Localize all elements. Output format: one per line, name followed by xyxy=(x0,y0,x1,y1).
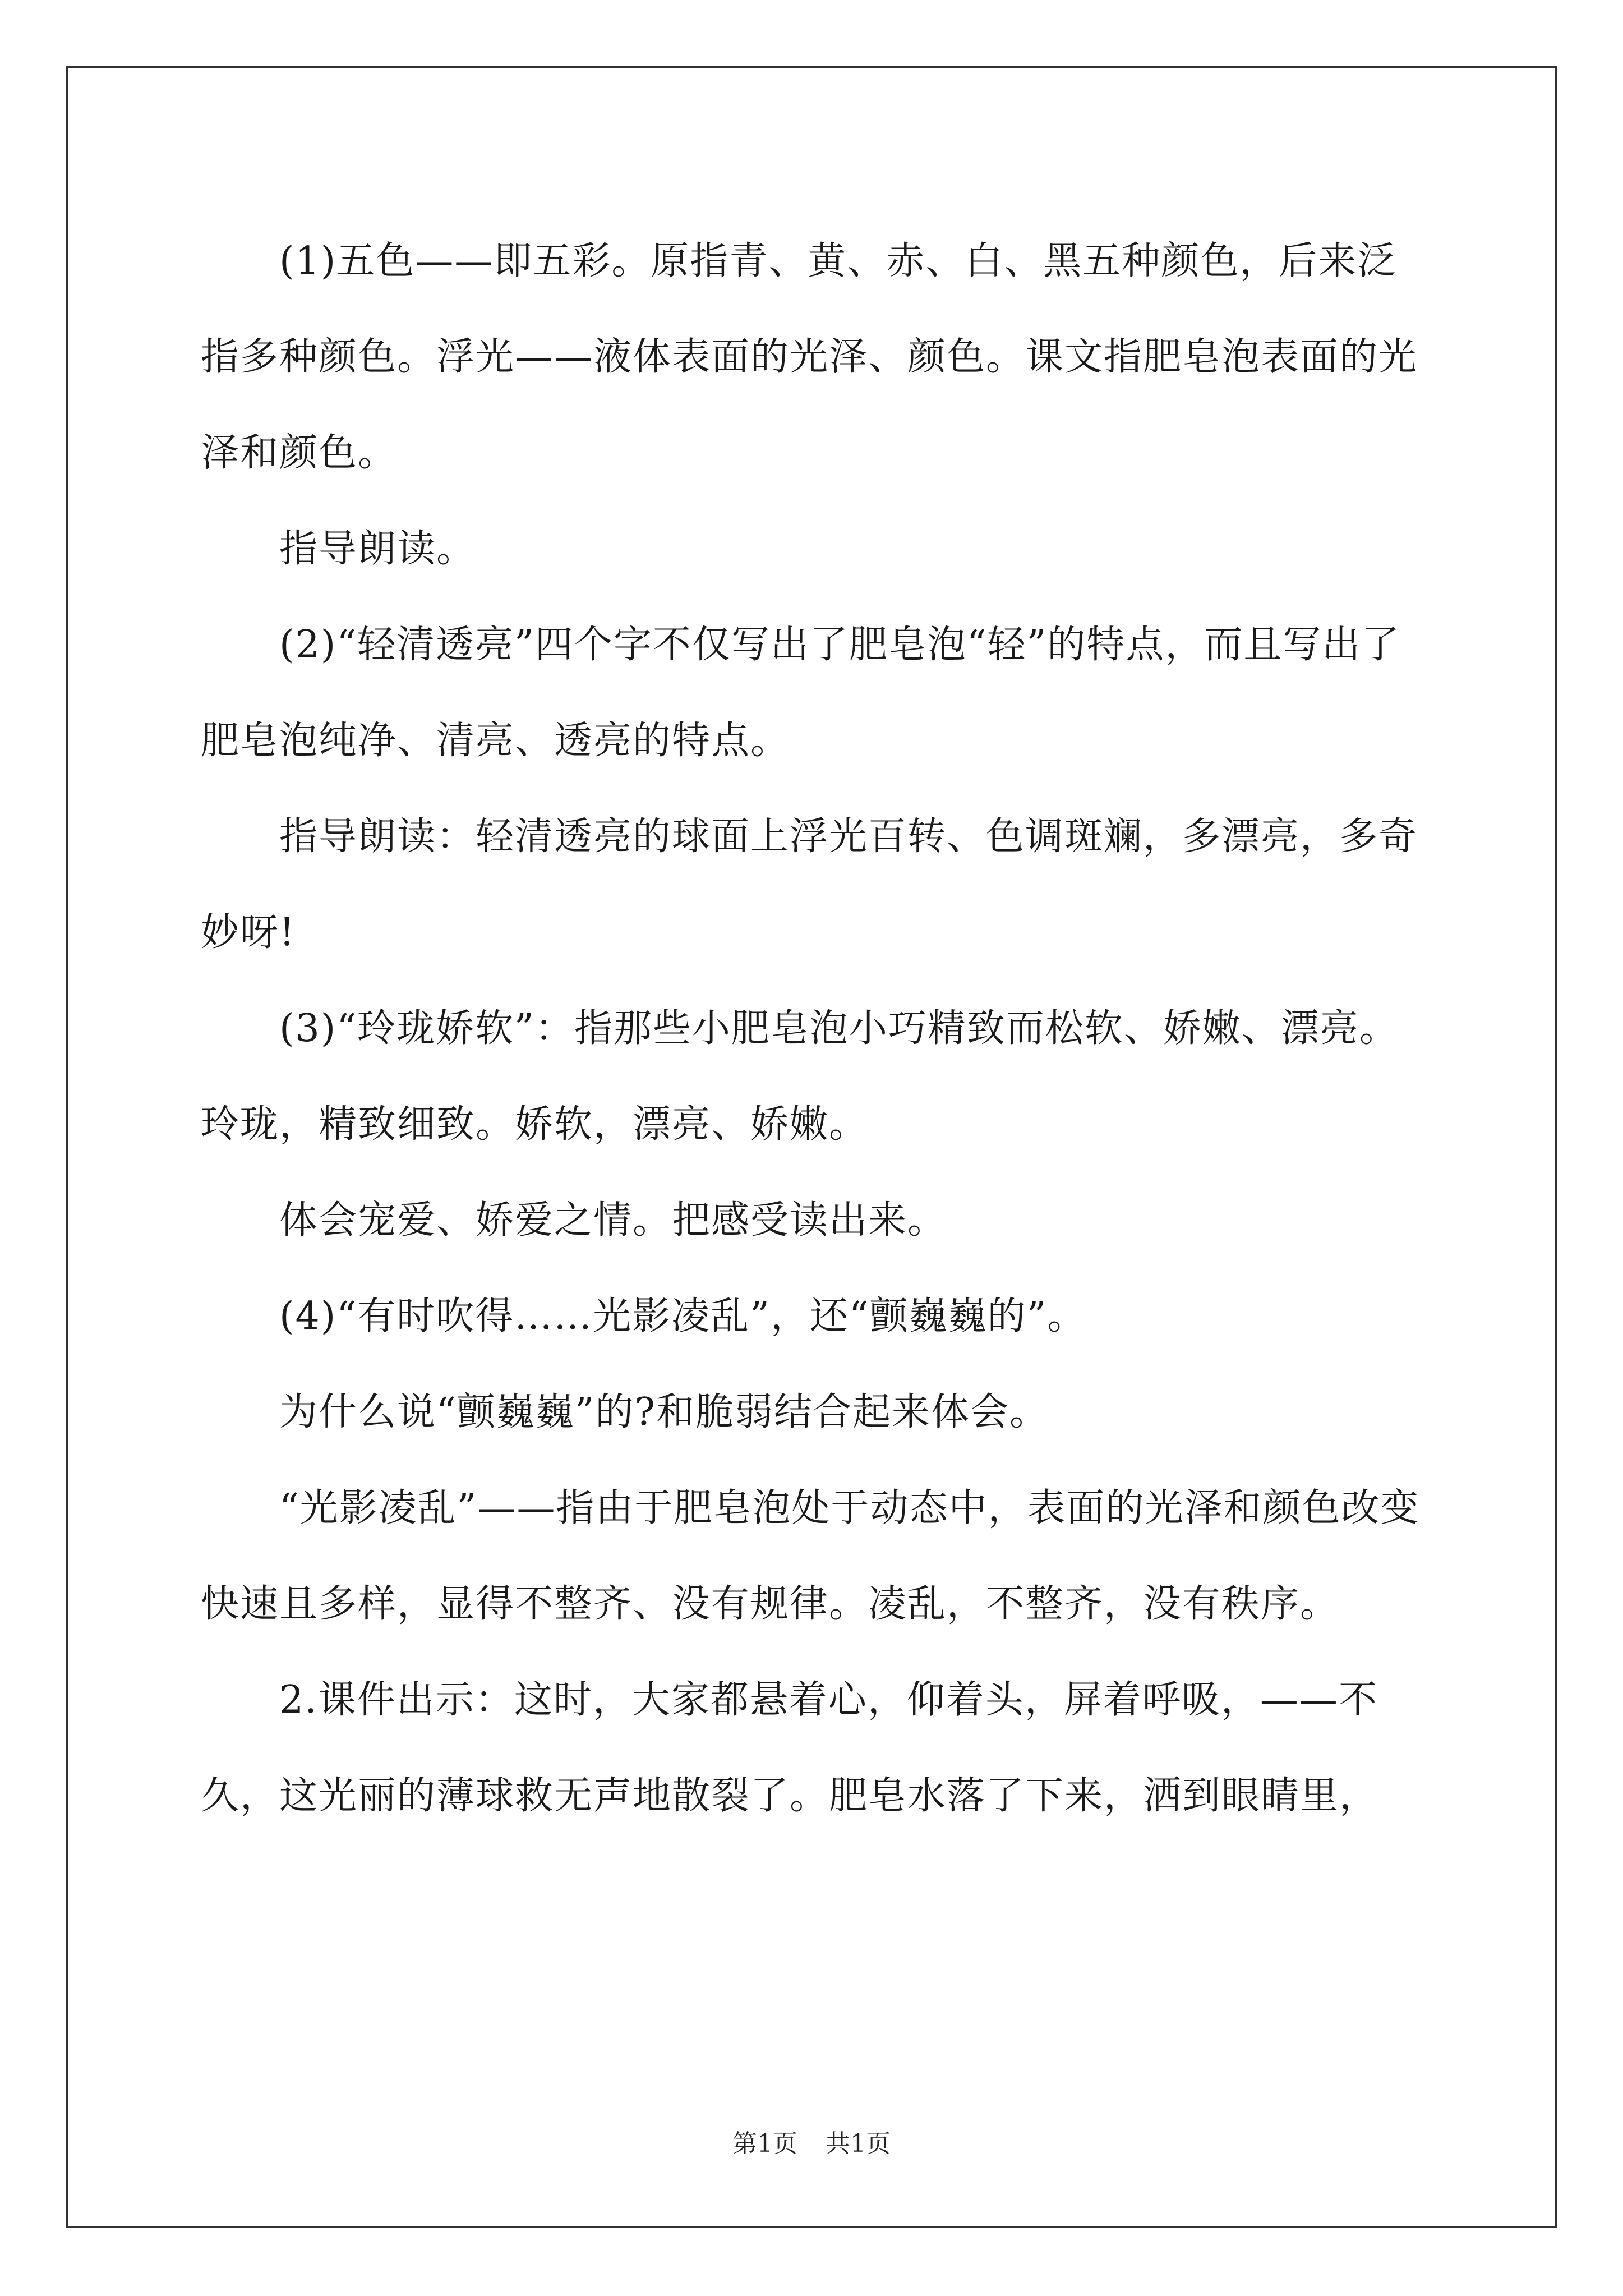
paragraph: 指导朗读：轻清透亮的球面上浮光百转、色调斑斓，多漂亮，多奇妙呀! xyxy=(201,815,1418,955)
page-total: 共1页 xyxy=(826,2129,891,2158)
paragraph: “光影凌乱”——指由于肥皂泡处于动态中，表面的光泽和颜色改变快速且多样，显得不整齐、没有规律。凌乱，不整齐，没有秩序。 xyxy=(201,1486,1420,1626)
paragraph: 为什么说“颤巍巍”的?和脆弱结合起来体会。 xyxy=(279,1390,1049,1434)
paragraph: 2.课件出示：这时，大家都悬着心，仰着头，屏着呼吸，——不久，这光丽的薄球救无声地散裂了。肥皂水落了下来，洒到眼睛里， xyxy=(201,1678,1379,1818)
paragraph: (1)五色——即五彩。原指青、黄、赤、白、黑五种颜色，后来泛指多种颜色。浮光——液体表面的光泽、颜色。课文指肥皂泡表面的光泽和颜色。 xyxy=(201,239,1418,475)
paragraph: (2)“轻清透亮”四个字不仅写出了肥皂泡“轻”的特点，而且写出了肥皂泡纯净、清亮、透亮的特点。 xyxy=(201,623,1401,763)
page-number: 第1页 xyxy=(732,2129,797,2158)
page-footer xyxy=(0,2127,1623,2161)
paragraph: (4)“有时吹得……光影凌乱”，还“颤巍巍的”。 xyxy=(279,1294,1087,1338)
paragraph: 指导朗读。 xyxy=(279,527,476,571)
paragraph: 体会宠爱、娇爱之情。把感受读出来。 xyxy=(279,1198,947,1243)
paragraph: (3)“玲珑娇软”：指那些小肥皂泡小巧精致而松软、娇嫩、漂亮。玲珑，精致细致。娇软，漂亮、娇嫩。 xyxy=(201,1006,1399,1147)
document-body xyxy=(201,213,1435,1844)
